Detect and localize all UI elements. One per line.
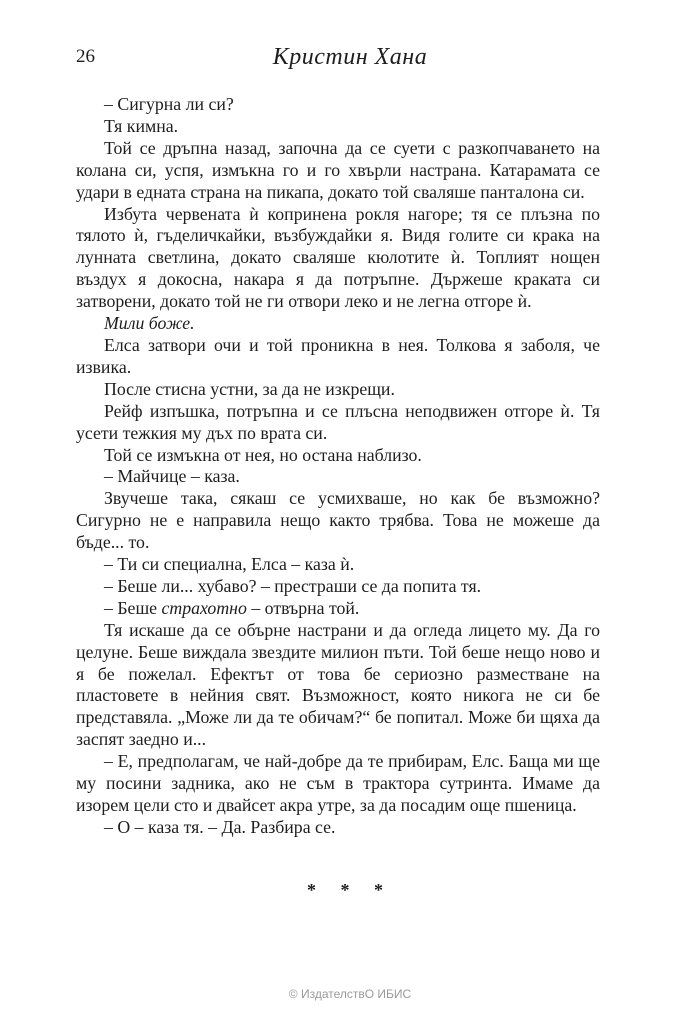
section-break-asterisks: * * * [307, 880, 393, 900]
paragraph: Тя кимна. [104, 115, 179, 136]
paragraph: Рейф изпъшка, потръпна и се плъсна неподвижен отгоре ѝ. Тя усети тежкия му дъх по врата си. [76, 400, 600, 443]
paragraph: Звучеше така, сякаш се усмихваше, но как бе възможно? Сигурно не е направила нещо както трябва. Това не можеше да бъде... то. [76, 488, 600, 553]
paragraph-italic: Мили боже. [104, 313, 195, 334]
publisher-copyright: © ИздателствО ИБИС [288, 987, 412, 1001]
body-text [76, 94, 600, 839]
paragraph: – Беше ли... хубаво? – престраши се да попита тя. [104, 575, 482, 596]
paragraph: – Майчице – каза. [104, 466, 240, 487]
paragraph: Избута червената ѝ копринена рокля нагоре; тя се плъзна по тялото ѝ, гъделичкайки, възбуждайки я. Видя голите си крака на лунната светлина, докато сваляше кюлотите ѝ. Топлият нощен въздух я докосна, накара я да потръпне. Държеше краката си затворени, докато той не ги отвори леко и не легна отгоре ѝ. [76, 203, 600, 312]
paragraph: – О – каза тя. – Да. Разбира се. [104, 816, 336, 837]
page-number: 26 [76, 46, 95, 67]
paragraph: После стисна устни, за да не изкрещи. [104, 378, 395, 399]
running-head-author: Кристин Хана [272, 44, 428, 70]
paragraph-mixed: – Беше страхотно – отвърна той. [104, 597, 360, 618]
paragraph: Той се измъкна от нея, но остана наблизо. [104, 444, 422, 465]
paragraph: Тя искаше да се обърне настрани и да огледа лицето му. Да го целуне. Беше виждала звездите милион пъти. Той беше нещо ново и я бе пожелал. Ефектът от това бе сериозно разместване на пластовете в нейния свят. Възможност, която никога не си бе представяла. „Може ли да те обичам?“ бе попитал. Може би щяха да заспят заедно и... [76, 619, 600, 750]
paragraph: – Сигурна ли си? [104, 94, 234, 114]
paragraph: Елса затвори очи и той проникна в нея. Толкова я заболя, че извика. [76, 334, 600, 377]
paragraph: – Ти си специална, Елса – каза ѝ. [104, 554, 355, 575]
paragraph: Той се дръпна назад, започна да се суети с разкопчаването на колана си, успя, измъкна го и го хвърли настрана. Катарамата се удари в едната страна на пикапа, докато той сваляше панталона си. [76, 137, 600, 202]
paragraph: – Е, предполагам, че най-добре да те прибирам, Елс. Баща ми ще му посини задника, ако не съм в трактора сутринта. Имаме да изорем цели сто и двайсет акра утре, за да посадим още пшеница. [76, 751, 600, 815]
